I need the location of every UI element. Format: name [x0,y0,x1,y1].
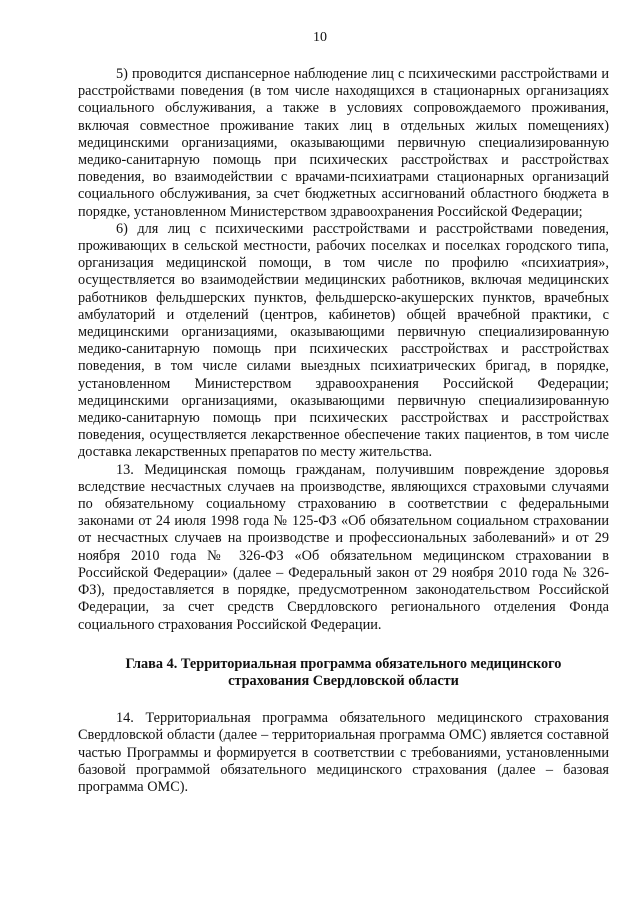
paragraph-13: 13. Медицинская помощь гражданам, получившим повреждение здоровья вследствие несчастных случаев на производстве, являющихся страховыми случаями по обязательному социальному страхованию в соответствии с федеральными законами от 24 июля 1998 года № 125-ФЗ «Об обязательном социальном страховании от несчастных случаев на производстве и профессиональных заболеваний» и от 29 ноября 2010 года № 326-ФЗ «Об обязательном медицинском страховании в Российской Федерации» (далее – Федеральный закон от 29 ноября 2010 года № 326-ФЗ), предоставляется в порядке, предусмотренном законодательством Российской Федерации, за счет средств Свердловского регионального отделения Фонда социального страхования Российской Федерации. [78,461,609,633]
chapter-heading-line-2: страхования Свердловской области [228,672,459,689]
page-number: 10 [313,30,327,45]
paragraph-item-5: 5) проводится диспансерное наблюдение лиц с психическими расстройствами и расстройствами поведения (в том числе находящихся в стационарных организациях социального обслуживания, а также в условиях сопровождаемого проживания, включая совместное проживание таких лиц в отдельных жилых помещениях) медицинскими организациями, оказывающими первичную специализированную медико-санитарную помощь при психических расстройствах и расстройствах поведения, во взаимодействии с врачами-психиатрами стационарных организаций социального обслуживания, за счет бюджетных ассигнований областного бюджета в порядке, установленном Министерством здравоохранения Российской Федерации; [78,66,609,220]
paragraph-item-6: 6) для лиц с психическими расстройствами и расстройствами поведения, проживающих в сельской местности, рабочих поселках и поселках городского типа, организация медицинской помощи, в том числе по профилю «психиатрия», осуществляется во взаимодействии медицинских работников, включая медицинских работников фельдшерских пунктов, фельдшерско-акушерских пунктов, врачебных амбулаторий и отделений (центров, кабинетов) общей врачебной практики, с медицинскими организациями, оказывающими первичную специализированную медико-санитарную помощь при психических расстройствах и расстройствах поведения, в том числе силами выездных психиатрических бригад, в порядке, установленном Министерством здравоохранения Российской Федерации; медицинскими организациями, оказывающими первичную специализированную медико-санитарную помощь при психических расстройствах и расстройствах поведения, осуществляется лекарственное обеспечение таких пациентов, в том числе доставка лекарственных препаратов по месту жительства. [78,220,609,461]
paragraph-14: 14. Территориальная программа обязательного медицинского страхования Свердловской области (далее – территориальная программа ОМС) является составной частью Программы и формируется в соответствии с требованиями, установленными базовой программой обязательного медицинского страхования (далее – базовая программа ОМС). [78,710,609,795]
chapter-heading-line-1: Глава 4. Территориальная программа обязательного медицинского [125,655,562,672]
document-body [78,66,609,796]
chapter-heading [78,656,609,690]
